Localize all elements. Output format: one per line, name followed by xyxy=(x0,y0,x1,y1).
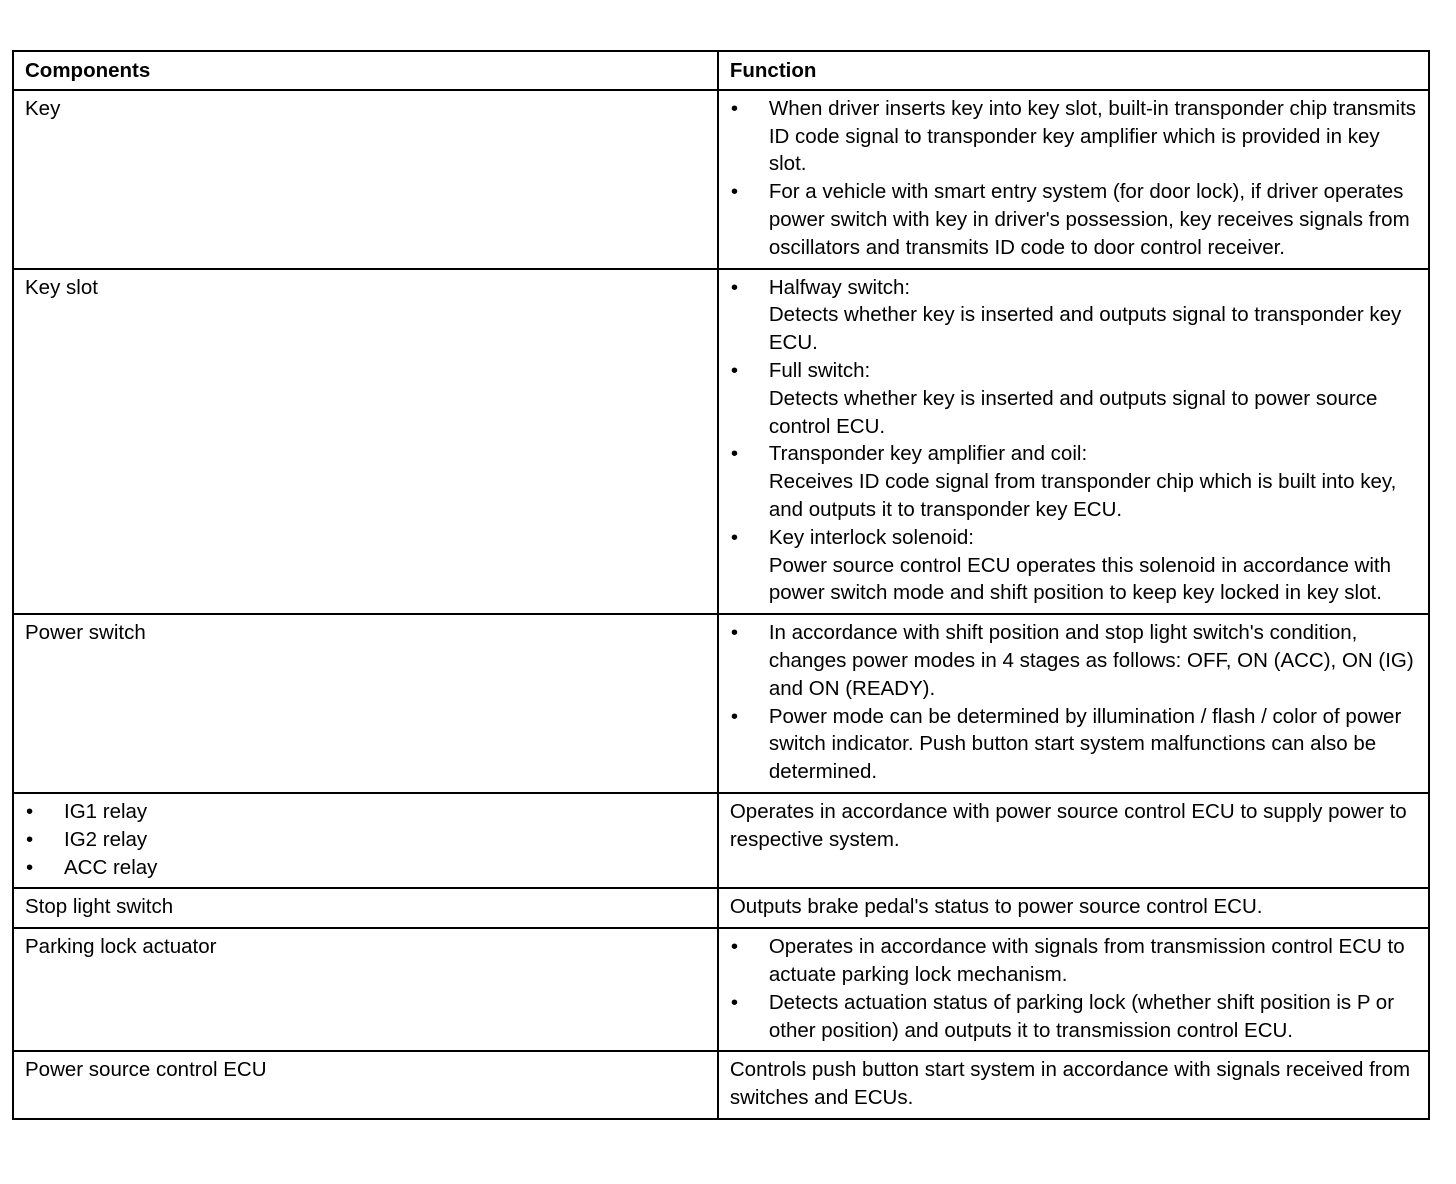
table-row xyxy=(13,614,1429,793)
component-cell xyxy=(13,793,718,888)
table-row xyxy=(13,888,1429,928)
function-item-text: Detects whether key is inserted and outputs signal to transponder key ECU. xyxy=(768,303,1402,355)
table-row xyxy=(13,269,1429,615)
function-item: • When driver inserts key into key slot, built-in transponder chip transmits ID code signal to transponder key amplifier which is provided in key slot. xyxy=(730,95,1418,178)
function-list xyxy=(730,619,1418,786)
function-item: • In accordance with shift position and stop light switch's condition, changes power modes in 4 stages as follows: OFF, ON (ACC), ON (IG) and ON (READY). xyxy=(730,619,1418,702)
component-item: • ACC relay xyxy=(25,854,707,882)
function-item: • For a vehicle with smart entry system (for door lock), if driver operates power switch with key in driver's possession, key receives signals from oscillators and transmits ID code to door control receiver. xyxy=(730,178,1418,261)
function-item-heading: • Halfway switch: xyxy=(768,275,911,299)
function-item-text: Power source control ECU operates this solenoid in accordance with power switch mode and shift position to keep key locked in key slot. xyxy=(768,553,1392,605)
function-item-text: Detects whether key is inserted and outputs signal to power source control ECU. xyxy=(768,386,1378,438)
function-item: • Detects actuation status of parking lock (whether shift position is P or other position) and outputs it to transmission control ECU. xyxy=(730,989,1418,1045)
function-cell xyxy=(718,614,1429,793)
component-item: • IG2 relay xyxy=(25,826,707,854)
function-item-heading: • Full switch: xyxy=(768,358,871,382)
component-cell: Power source control ECU xyxy=(13,1051,718,1119)
function-item-text: Receives ID code signal from transponder chip which is built into key, and outputs it to transponder key ECU. xyxy=(768,470,1397,521)
component-list xyxy=(25,798,707,881)
function-cell xyxy=(718,928,1429,1051)
header-function: Function xyxy=(718,51,1429,90)
table-row xyxy=(13,1051,1429,1119)
table-row xyxy=(13,90,1429,269)
function-item xyxy=(730,440,1418,523)
function-list xyxy=(730,274,1418,608)
function-cell xyxy=(718,269,1429,615)
function-cell: Operates in accordance with power source control ECU to supply power to respective system. xyxy=(718,793,1429,888)
component-cell: Power switch xyxy=(13,614,718,793)
function-cell xyxy=(718,90,1429,269)
function-item xyxy=(730,524,1418,607)
header-components: Components xyxy=(13,51,718,90)
component-item: • IG1 relay xyxy=(25,798,707,826)
table-row xyxy=(13,928,1429,1051)
function-cell: Outputs brake pedal's status to power source control ECU. xyxy=(718,888,1429,928)
component-cell: Parking lock actuator xyxy=(13,928,718,1051)
component-cell: Key slot xyxy=(13,269,718,615)
function-item-heading: • Key interlock solenoid: xyxy=(768,525,974,549)
component-cell: Stop light switch xyxy=(13,888,718,928)
function-list xyxy=(730,933,1418,1044)
function-item-heading: • Transponder key amplifier and coil: xyxy=(768,442,1088,466)
function-item xyxy=(730,274,1418,357)
function-item xyxy=(730,357,1418,440)
component-cell: Key xyxy=(13,90,718,269)
function-list xyxy=(730,95,1418,262)
table-row xyxy=(13,793,1429,888)
components-function-table xyxy=(12,50,1430,1120)
function-cell: Controls push button start system in accordance with signals received from switches and ECUs. xyxy=(718,1051,1429,1119)
function-item: • Operates in accordance with signals from transmission control ECU to actuate parking lock mechanism. xyxy=(730,933,1418,989)
header-row xyxy=(13,51,1429,90)
function-item: • Power mode can be determined by illumination / flash / color of power switch indicator. Push button start system malfunctions can also be determined. xyxy=(730,703,1418,786)
